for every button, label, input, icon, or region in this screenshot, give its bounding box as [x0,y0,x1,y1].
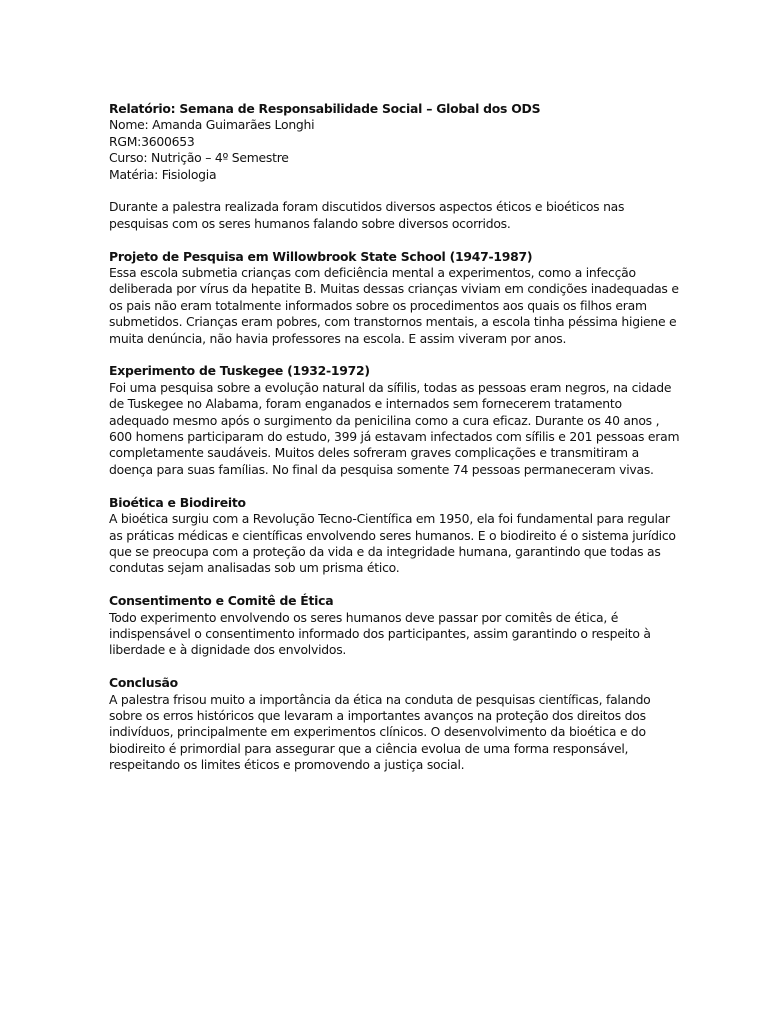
report-header [109,101,669,183]
paragraph-line: completamente saudáveis. Muitos deles sofreram graves complicações e transmitiram a [109,445,639,461]
paragraph-line: biodireito é primordial para assegurar que a ciência evolua de uma forma responsável, [109,740,629,756]
paragraph-line: indivíduos, principalmente em experimentos clínicos. O desenvolvimento da bioética e do [109,724,646,740]
section-heading: Conclusão [109,675,178,691]
paragraph-line: liberdade e à dignidade dos envolvidos. [109,642,347,658]
section-heading: Consentimento e Comitê de Ética [109,593,334,609]
paragraph-line: pesquisas com os seres humanos falando sobre diversos ocorridos. [109,215,511,231]
course-info: Curso: Nutrição – 4º Semestre [109,150,289,166]
section-conclusao [109,675,669,773]
paragraph-line: deliberada por vírus da hepatite B. Muitas dessas crianças viviam em condições inadequadas e [109,281,679,297]
paragraph-line: adequado mesmo após o surgimento da penicilina como a cura eficaz. Durante os 40 anos , [109,412,660,428]
document-page [109,101,680,774]
student-name: Nome: Amanda Guimarães Longhi [109,117,315,133]
report-title: Relatório: Semana de Responsabilidade Social – Global dos ODS [109,101,541,116]
intro-paragraph [109,199,669,232]
paragraph-line: Todo experimento envolvendo os seres humanos deve passar por comitês de ética, é [109,609,619,625]
section-tuskegee [109,363,680,478]
paragraph-line: de Tuskegee no Alabama, foram enganados e internados sem fornecerem tratamento [109,396,622,412]
section-bioetica [109,494,676,577]
section-consentimento [109,593,669,659]
paragraph-line: muita denúncia, não havia professores na escola. E assim viveram por anos. [109,330,567,346]
paragraph-line: respeitando os limites éticos e promovendo a justiça social. [109,757,465,773]
paragraph-line: A palestra frisou muito a importância da ética na conduta de pesquisas científicas, falando [109,691,651,707]
paragraph-line: Durante a palestra realizada foram discutidos diversos aspectos éticos e bioéticos nas [109,199,625,215]
section-heading: Experimento de Tuskegee (1932-1972) [109,363,370,379]
paragraph-line: que se preocupa com a proteção da vida e da integridade humana, garantindo que todas as [109,543,661,559]
paragraph-line: A bioética surgiu com a Revolução Tecno-Científica em 1950, ela foi fundamental para regular [109,511,670,527]
paragraph-line: 600 homens participaram do estudo, 399 já estavam infectados com sífilis e 201 pessoas eram [109,429,680,445]
paragraph-line: submetidos. Crianças eram pobres, com transtornos mentais, a escola tinha péssima higiene e [109,314,677,330]
section-heading: Bioética e Biodireito [109,494,246,510]
section-heading: Projeto de Pesquisa em Willowbrook State School (1947-1987) [109,248,533,264]
section-willowbrook [109,248,679,347]
paragraph-line: sobre os erros históricos que levaram a importantes avanços na proteção dos direitos dos [109,707,646,723]
paragraph-line: Essa escola submetia crianças com deficiência mental a experimentos, como a infecção [109,265,636,281]
paragraph-line: os pais não eram totalmente informados sobre os procedimentos aos quais os filhos eram [109,297,647,313]
subject-info: Matéria: Fisiologia [109,166,217,182]
paragraph-line: doença para suas famílias. No final da pesquisa somente 74 pessoas permaneceram vivas. [109,461,654,477]
paragraph-line: indispensável o consentimento informado dos participantes, assim garantindo o respeito à [109,625,651,641]
paragraph-line: as práticas médicas e científicas envolvendo seres humanos. E o biodireito é o sistema jurídico [109,527,676,543]
student-rgm: RGM:3600653 [109,133,195,149]
paragraph-line: condutas sejam analisadas sob um prisma ético. [109,560,400,576]
paragraph-line: Foi uma pesquisa sobre a evolução natural da sífilis, todas as pessoas eram negros, na cidade [109,379,672,395]
